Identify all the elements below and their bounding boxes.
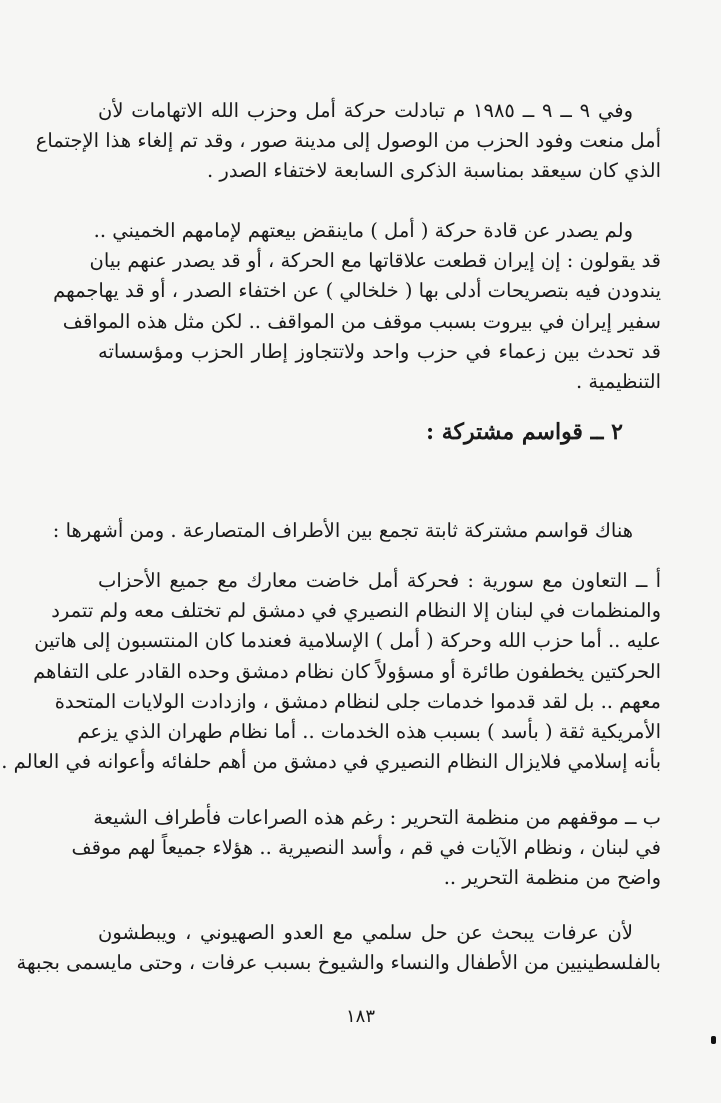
paragraph-2-line-3: يندودن فيه بتصريحات أدلى بها ( خلخالي ) عن اختفاء الصدر ، أو قد يهاجمهم [53, 279, 661, 303]
paragraph-6 [16, 918, 661, 978]
paragraph-2-line-2: قد يقولون : إن إيران قطعت علاقاتها مع الحركة ، أو قد يصدر عنهم بيان [89, 249, 661, 273]
section-heading: ٢ ــ قواسم مشتركة : [425, 419, 623, 445]
paragraph-3-line-1: هناك قواسم مشتركة ثابتة تجمع بين الأطراف المتصارعة . ومن أشهرها : [52, 519, 633, 542]
paragraph-1-line-2: أمل منعت وفود الحزب من الوصول إلى مدينة صور ، وقد تم إلغاء هذا الإجتماع [35, 129, 661, 153]
paragraph-5-line-3: واضح من منظمة التحرير .. [443, 866, 661, 890]
paragraph-1-line-1: وفي ٩ ــ ٩ ــ ١٩٨٥ م تبادلت حركة أمل وحزب الله الاتهامات لأن [98, 99, 633, 122]
paragraph-2-line-1: ولم يصدر عن قادة حركة ( أمل ) ماينقض بيعتهم لإمامهم الخميني .. [93, 219, 633, 242]
paragraph-1-line-3: الذي كان سيعقد بمناسبة الذكرى السابعة لاختفاء الصدر . [207, 159, 661, 183]
paragraph-2 [53, 216, 661, 397]
paragraph-3 [52, 516, 661, 546]
paragraph-4 [1, 566, 661, 777]
paragraph-2-line-4: سفير إيران في بيروت بسبب موقف من المواقف .. لكن مثل هذه المواقف [62, 309, 661, 333]
paragraph-5 [71, 803, 661, 894]
paragraph-2-line-6: التنظيمية . [575, 370, 661, 394]
paragraph-4-line-6: الأمريكية ثقة ( بأسد ) بسبب هذه الخدمات .. أما نظام طهران الذي يزعم [77, 720, 661, 744]
scan-edge-mark [711, 1036, 716, 1044]
paragraph-4-line-5: معهم .. بل لقد قدموا خدمات جلى لنظام دمشق ، وازدادت الولايات المتحدة [54, 689, 661, 713]
paragraph-4-line-4: الحركتين يخطفون طائرة أو مسؤولاً كان نظام دمشق وحده القادر على التفاهم [33, 659, 661, 683]
page-number: ١٨٣ [345, 1006, 375, 1027]
paragraph-4-line-3: عليه .. أما حزب الله وحركة ( أمل ) الإسلامية فعندما كان المنتسبون إلى هاتين [34, 629, 661, 653]
paragraph-2-line-5: قد تحدث بين زعماء في حزب واحد ولاتتجاوز إطار الحزب ومؤسساته [98, 339, 661, 363]
paragraph-5-line-2: في لبنان ، ونظام الآيات في قم ، وأسد النصيرية .. هؤلاء جميعاً لهم موقف [71, 836, 661, 860]
paragraph-4-line-2: والمنظمات في لبنان إلا النظام النصيري في دمشق لم تختلف معه ولم تتمرد [51, 599, 661, 623]
paragraph-5-line-1: ب ــ موقفهم من منظمة التحرير : رغم هذه الصراعات فأطراف الشيعة [93, 806, 661, 829]
paragraph-6-line-2: بالفلسطينيين من الأطفال والنساء والشيوخ بسبب عرفات ، وحتى مايسمى بجبهة [16, 951, 661, 975]
paragraph-4-line-1: أ ــ التعاون مع سورية : فحركة أمل خاضت معارك مع جميع الأحزاب [98, 569, 661, 592]
paragraph-6-line-1: لأن عرفات يبحث عن حل سلمي مع العدو الصهيوني ، ويبطشون [98, 921, 633, 944]
paragraph-4-line-7: بأنه إسلامي فلايزال النظام النصيري في دمشق من أهم حلفائه وأعوانه في العالم . [1, 750, 661, 774]
paragraph-1 [35, 96, 661, 187]
